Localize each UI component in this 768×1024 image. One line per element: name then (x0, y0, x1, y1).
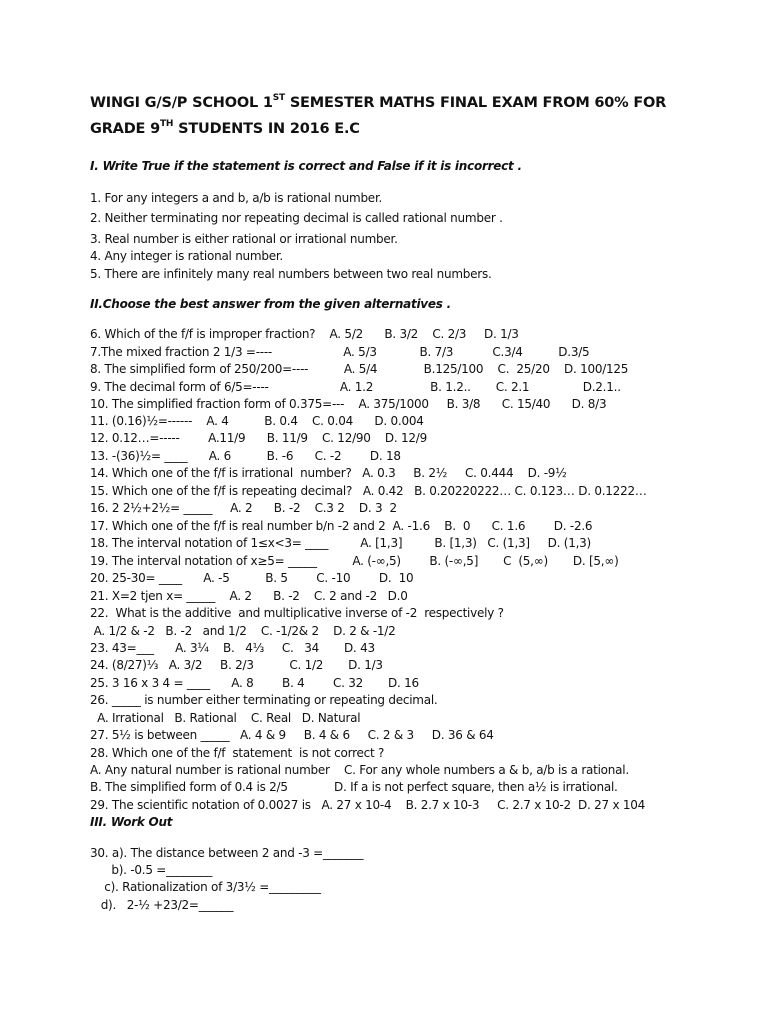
title-text: GRADE 9 (90, 120, 160, 137)
question-4: 4. Any integer is rational number. (90, 249, 283, 263)
question-6: 6. Which of the f/f is improper fraction? A. 5/2 B. 3/2 C. 2/3 D. 1/3 (90, 327, 519, 341)
title-superscript: ST (272, 93, 285, 103)
question-7: 7.The mixed fraction 2 1/3 =---- A. 5/3 B. 7/3 C.3/4 D.3/5 (90, 345, 590, 359)
section-2-heading: II.Choose the best answer from the given alternatives . (90, 297, 451, 311)
section-1-heading: I. Write True if the statement is correct and False if it is incorrect . (90, 159, 522, 173)
question-9: 9. The decimal form of 6/5=---- A. 1.2 B. 1.2.. C. 2.1 D.2.1.. (90, 380, 621, 394)
question-23: 23. 43=___ A. 3¼ B. 4⅓ C. 34 D. 43 (90, 641, 375, 655)
question-30d: d). 2-½ +23/2=______ (90, 898, 234, 912)
question-28: 28. Which one of the f/f statement is not correct ? (90, 746, 385, 760)
title-text: STUDENTS IN 2016 E.C (173, 120, 360, 137)
question-25: 25. 3 16 x 3 4 = ____ A. 8 B. 4 C. 32 D. 16 (90, 676, 419, 690)
section-3-heading: III. Work Out (90, 815, 173, 829)
question-26-options: A. Irrational B. Rational C. Real D. Natural (90, 711, 361, 725)
question-27: 27. 5½ is between _____ A. 4 & 9 B. 4 & 6 C. 2 & 3 D. 36 & 64 (90, 728, 494, 742)
question-29: 29. The scientific notation of 0.0027 is A. 27 x 10-4 B. 2.7 x 10-3 C. 2.7 x 10-2 D. 27 x 104 (90, 798, 646, 812)
title-text: SEMESTER MATHS FINAL EXAM FROM 60% FOR (284, 94, 667, 111)
title-superscript: TH (159, 119, 174, 129)
question-28-option-a-c: A. Any natural number is rational number C. For any whole numbers a & b, a/b is a rational. (90, 763, 629, 777)
question-26: 26. _____ is number either terminating or repeating decimal. (90, 693, 438, 707)
exam-title-line-2 (90, 120, 710, 137)
question-17: 17. Which one of the f/f is real number b/n -2 and 2 A. -1.6 B. 0 C. 1.6 D. -2.6 (90, 519, 593, 533)
question-24: 24. (8/27)⅓ A. 3/2 B. 2/3 C. 1/2 D. 1/3 (90, 658, 383, 672)
question-16: 16. 2 2½+2½= _____ A. 2 B. -2 C.3 2 D. 3 2 (90, 501, 397, 515)
title-text: WINGI G/S/P SCHOOL 1 (90, 94, 273, 111)
question-18: 18. The interval notation of 1≤x<3= ____ A. [1,3] B. [1,3) C. (1,3] D. (1,3) (90, 536, 591, 550)
question-10: 10. The simplified fraction form of 0.375=--- A. 375/1000 B. 3/8 C. 15/40 D. 8/3 (90, 397, 607, 411)
question-30c: c). Rationalization of 3/3½ =_________ (90, 880, 321, 894)
question-8: 8. The simplified form of 250/200=---- A. 5/4 B.125/100 C. 25/20 D. 100/125 (90, 362, 629, 376)
question-20: 20. 25-30= ____ A. -5 B. 5 C. -10 D. 10 (90, 571, 414, 585)
question-14: 14. Which one of the f/f is irrational number? A. 0.3 B. 2½ C. 0.444 D. -9½ (90, 466, 567, 480)
question-30a: 30. a). The distance between 2 and -3 =_______ (90, 846, 364, 860)
question-19: 19. The interval notation of x≥5= _____ A. (-∞,5) B. (-∞,5] C (5,∞) D. [5,∞) (90, 554, 619, 568)
question-1: 1. For any integers a and b, a/b is rational number. (90, 191, 383, 205)
question-12: 12. 0.12…=----- A.11/9 B. 11/9 C. 12/90 D. 12/9 (90, 431, 427, 445)
question-21: 21. X=2 tjen x= _____ A. 2 B. -2 C. 2 and -2 D.0 (90, 589, 408, 603)
question-2: 2. Neither terminating nor repeating decimal is called rational number . (90, 211, 503, 225)
question-22-options: A. 1/2 & -2 B. -2 and 1/2 C. -1/2& 2 D. 2 & -1/2 (90, 624, 396, 638)
question-30b: b). -0.5 =________ (90, 863, 213, 877)
question-28-option-b-d: B. The simplified form of 0.4 is 2/5 D. If a is not perfect square, then a½ is irrational. (90, 780, 618, 794)
question-5: 5. There are infinitely many real numbers between two real numbers. (90, 267, 492, 281)
question-13: 13. -(36)½= ____ A. 6 B. -6 C. -2 D. 18 (90, 449, 401, 463)
exam-title-line-1 (90, 94, 710, 111)
question-11: 11. (0.16)½=------ A. 4 B. 0.4 C. 0.04 D. 0.004 (90, 414, 424, 428)
question-3: 3. Real number is either rational or irrational number. (90, 232, 398, 246)
question-22: 22. What is the additive and multiplicative inverse of -2 respectively ? (90, 606, 504, 620)
question-15: 15. Which one of the f/f is repeating decimal? A. 0.42 B. 0.20220222… C. 0.123… D. 0.1222… (90, 484, 647, 498)
